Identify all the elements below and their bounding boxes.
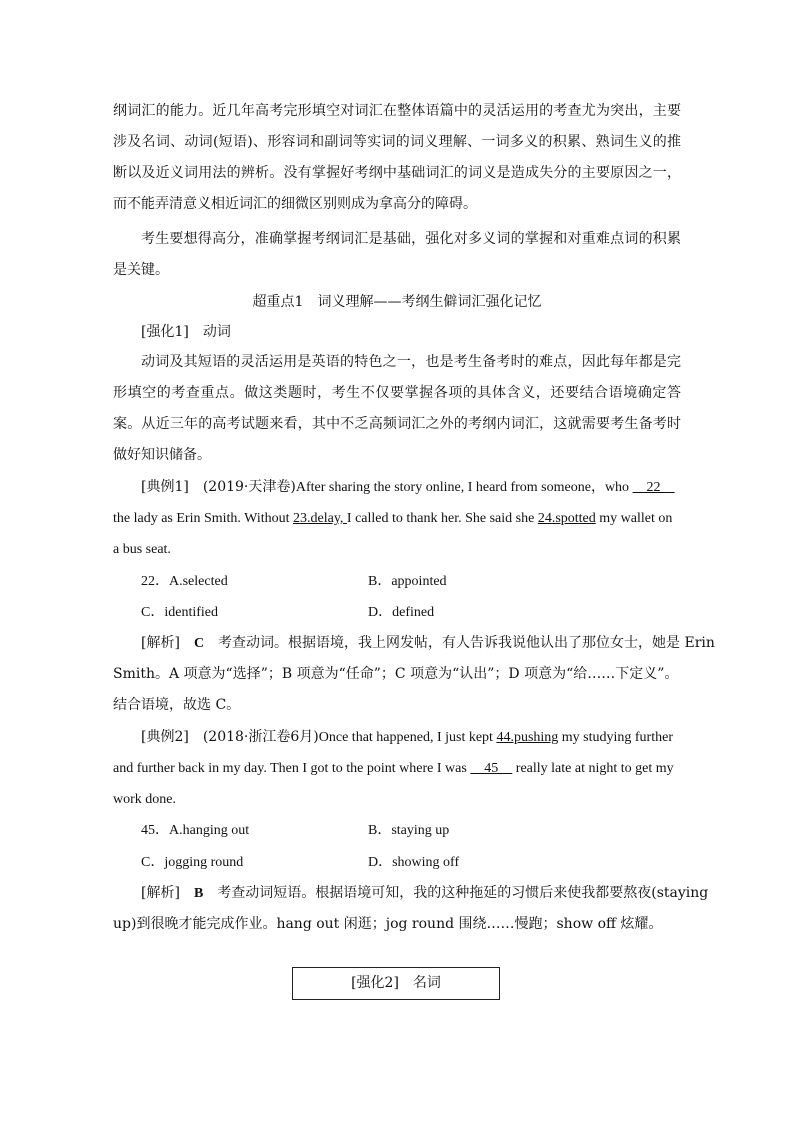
blank-22: 22 (632, 480, 675, 495)
example1-text-3: I called to thank her. She said she (346, 511, 538, 526)
example1-analysis-3: 结合语境，故选 C。 (113, 697, 241, 713)
subsection-verb-text: 动词及其短语的灵活运用是英语的特色之一，也是考生备考时的难点，因此每年都是完形填空的考查重点。做这类题时，考生不仅要掌握各项的具体含义，还要结合语境确定答案。从近三年的高考试题来看，其中不乏高频词汇之外的考纲内词汇，这就需要考生备考时做好知识储备。 (113, 354, 681, 463)
blank-45: 45 (470, 761, 513, 776)
analysis1-text: 考查动词。根据语境，我上网发帖，有人告诉我说他认出了那位女士，她是 Erin (204, 635, 715, 651)
intro-paragraph-1: 纲词汇的能力。近几年高考完形填空对词汇在整体语篇中的灵活运用的考查尤为突出，主要涉及名词、动词(短语)、形容词和副词等实词的词义理解、一词多义的积累、熟词生义的推断以及近义词用法的辨析。没有掌握好考纲中基础词汇的词义是造成失分的主要原因之一，而不能弄清意义相近词汇的细微区别则成为拿高分的障碍。 (113, 103, 681, 212)
option-22b: B．appointed (368, 574, 447, 589)
example1-label: [典例1] (141, 479, 189, 495)
example1-analysis-1 (141, 628, 715, 659)
analysis2-text: 考查动词短语。根据语境可知，我的这种拖延的习惯后来使我都要熬夜(staying (203, 885, 709, 901)
analysis1-answer: C (193, 636, 205, 651)
blank-23: 23.delay, (293, 511, 347, 526)
example1-source: (2019·天津卷) (202, 479, 296, 495)
analysis2-answer: B (193, 886, 204, 901)
option-45b: B．staying up (368, 823, 450, 838)
analysis2-label: [解析] (141, 885, 180, 901)
option-45d: D．showing off (368, 855, 460, 870)
example2-line2 (113, 753, 693, 784)
example2-line1 (141, 722, 701, 753)
intro-paragraph-2: 考生要想得高分，准确掌握考纲词汇是基础，强化对多义词的掌握和对重难点词的积累是关键。 (113, 231, 681, 278)
example1-text-5: a bus seat. (113, 542, 171, 557)
blank-44: 44.pushing (496, 730, 559, 745)
example2-analysis-2: up)到很晚才能完成作业。hang out 闲逛；jog round 围绕……慢跑；show off 炫耀。 (113, 916, 663, 932)
example2-source: (2018·浙江卷6月) (202, 729, 319, 745)
example2-analysis-1 (141, 878, 709, 909)
example1-text-1: After sharing the story online, I heard from someone，who (295, 480, 633, 495)
option-22d: D．defined (368, 605, 435, 620)
section-title: 超重点1 词义理解——考纲生僻词汇强化记忆 (252, 294, 542, 310)
option-45a: 45．A.hanging out (141, 823, 250, 838)
option-45c: C．jogging round (141, 855, 244, 870)
example1-line1 (141, 472, 701, 503)
option-22a: 22．A.selected (141, 574, 228, 589)
example1-text-2: the lady as Erin Smith. Without (113, 511, 293, 526)
analysis1-label: [解析] (141, 635, 180, 651)
example2-label: [典例2] (141, 729, 189, 745)
example2-text-4: really late at night to get my (512, 761, 674, 776)
example2-text-1: Once that happened, I just kept (318, 730, 497, 745)
example2-text-5: work done. (113, 792, 176, 807)
option-22c: C．identified (141, 605, 218, 620)
subsection-heading-noun-box: [强化2] 名词 (292, 967, 500, 1000)
example1-line2 (113, 503, 693, 534)
blank-24: 24.spotted (537, 511, 596, 526)
example2-text-3: and further back in my day. Then I got to the point where I was (113, 761, 471, 776)
example1-analysis-2: Smith。A 项意为“选择”；B 项意为“任命”；C 项意为“认出”；D 项意为“给……下定义”。 (113, 666, 679, 682)
subsection-heading-verb: [强化1] 动词 (141, 324, 231, 340)
example1-text-4: my wallet on (595, 511, 673, 526)
example2-text-2: my studying further (558, 730, 673, 745)
